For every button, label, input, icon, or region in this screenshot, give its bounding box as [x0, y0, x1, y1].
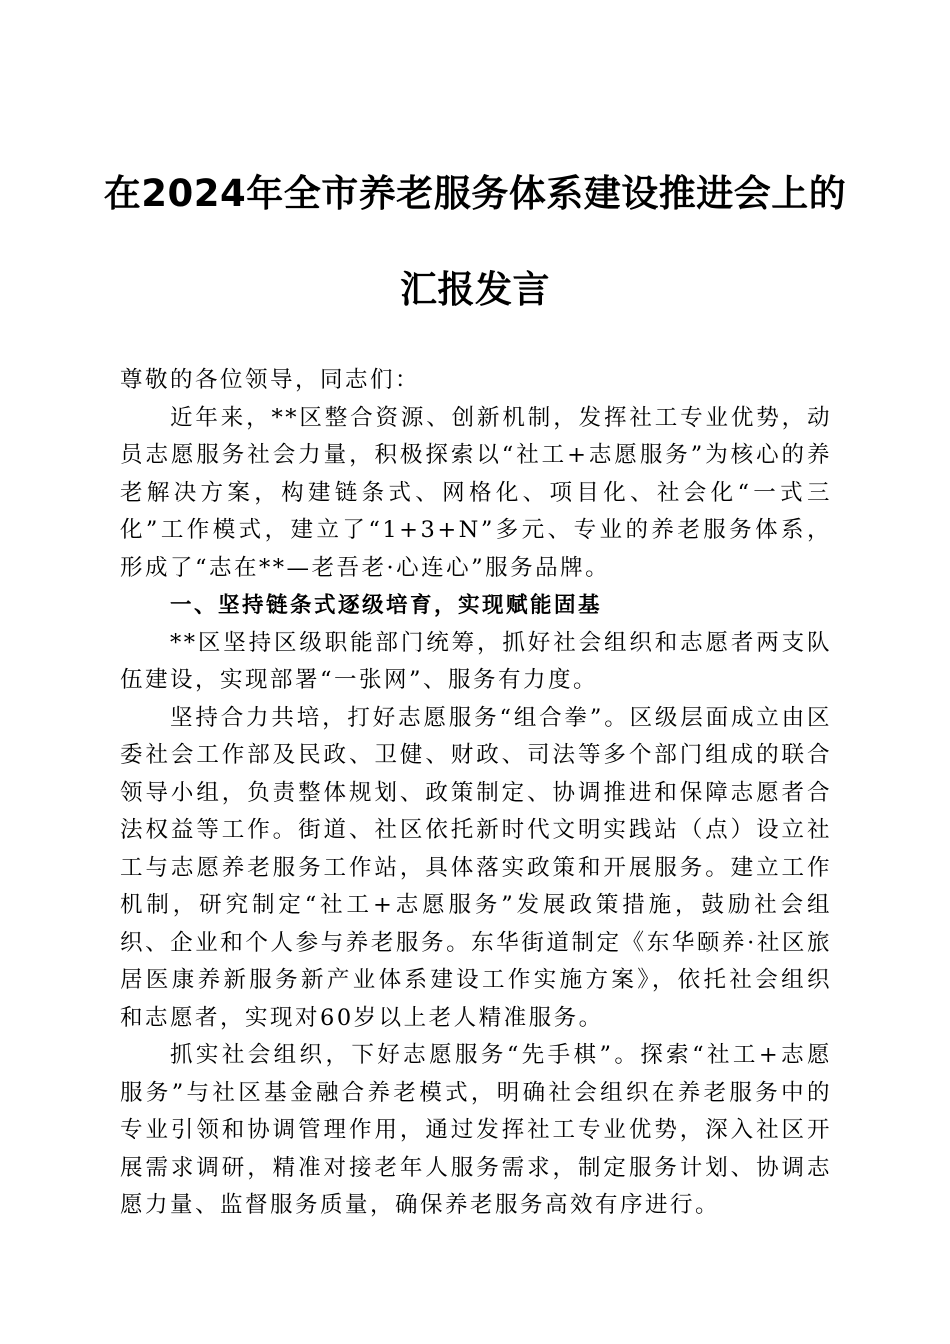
paragraph-intro: 近年来，**区整合资源、创新机制，发挥社工专业优势，动员志愿服务社会力量，积极探索以“社工+志愿服务”为核心的养老解决方案，构建链条式、网格化、项目化、社会化“一式三化”工作模式，建立了“1+3+N”多元、专业的养老服务体系，形成了“志在**—老吾老·心连心”服务品牌。 — [120, 404, 832, 581]
section-heading-1: 一、坚持链条式逐级培育，实现赋能固基 — [170, 593, 603, 618]
paragraph-overview: **区坚持区级职能部门统筹，抓好社会组织和志愿者两支队伍建设，实现部署“一张网”、服务有力度。 — [120, 629, 832, 693]
document-title-line-1: 在2024年全市养老服务体系建设推进会上的 — [103, 172, 847, 215]
document-title-line-2: 汇报发言 — [400, 268, 550, 311]
paragraph-joint-cultivation: 坚持合力共培，打好志愿服务“组合拳”。区级层面成立由区委社会工作部及民政、卫健、财政、司法等多个部门组成的联合领导小组，负责整体规划、政策制定、协调推进和保障志愿者合法权益等工作。街道、社区依托新时代文明实践站（点）设立社工与志愿养老服务工作站，具体落实政策和开展服务。建立工作机制，研究制定“社工+志愿服务”发展政策措施，鼓励社会组织、企业和个人参与养老服务。东华街道制定《东华颐养·社区旅居医康养新服务新产业体系建设工作实施方案》，依托社会组织和志愿者，实现对60岁以上老人精准服务。 — [120, 704, 832, 1031]
document-body — [120, 362, 832, 1225]
salutation: 尊敬的各位领导，同志们： — [120, 367, 421, 393]
paragraph-social-organizations: 抓实社会组织，下好志愿服务“先手棋”。探索“社工+志愿服务”与社区基金融合养老模式，明确社会组织在养老服务中的专业引领和协调管理作用，通过发挥社工专业优势，深入社区开展需求调研，精准对接老年人服务需求，制定服务计划、协调志愿力量、监督服务质量，确保养老服务高效有序进行。 — [120, 1042, 832, 1218]
